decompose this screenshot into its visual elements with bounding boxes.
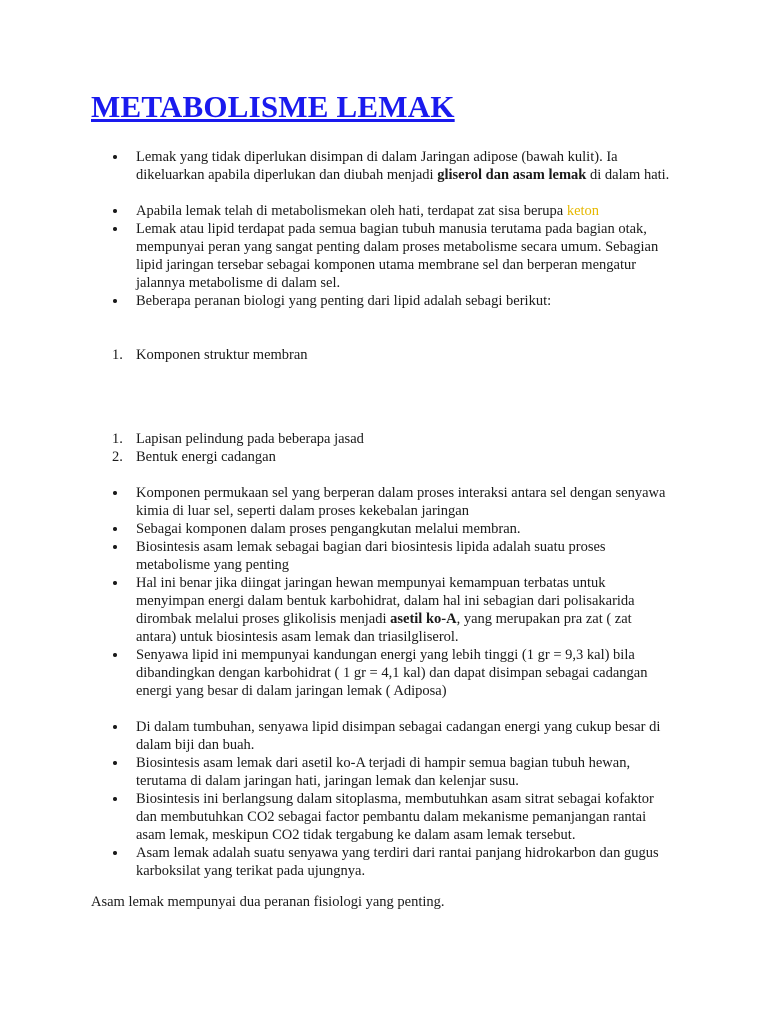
list-item — [112, 220, 672, 292]
list-number: 1. — [112, 431, 123, 447]
list-item — [112, 148, 672, 184]
list-item-text: Komponen struktur membran — [136, 347, 308, 363]
page-title[interactable]: METABOLISME LEMAK — [91, 89, 455, 124]
list-item-text: Komponen permukaan sel yang berperan dalam proses interaksi antara sel dengan senyawa kimia di luar sel, seperti dalam proses kekebalan jaringan — [136, 485, 666, 519]
list-item — [112, 448, 672, 466]
list-item-text: Apabila lemak telah di metabolismekan oleh hati, terdapat zat sisa berupa — [136, 203, 567, 219]
list-item-text: Biosintesis ini berlangsung dalam sitoplasma, membutuhkan asam sitrat sebagai kofaktor dan membutuhkan CO2 sebagai factor pembantu dalam mekanisme pemanjangan rantai asam lemak, meskipun CO2 tidak tergabung ke dalam asam lemak tersebut. — [136, 791, 654, 843]
bullet-list-intro — [112, 148, 672, 310]
list-item — [112, 844, 672, 880]
list-item — [112, 754, 672, 790]
list-item — [112, 520, 672, 538]
list-item-text: Lemak yang tidak diperlukan disimpan di dalam Jaringan adipose (bawah kulit). Ia dikeluarkan apabila diperlukan dan diubah menjadi — [136, 149, 618, 183]
list-item-text: , yang merupakan pra zat ( zat antara) untuk biosintesis asam lemak dan triasilgliserol. — [136, 611, 632, 645]
list-item-text: Lemak atau lipid terdapat pada semua bagian tubuh manusia terutama pada bagian otak, mempunyai peran yang sangat penting dalam proses metabolisme secara umum. Sebagian lipid jaringan tersebar sebagai komponen utama membrane sel dan berperan mengatur jalannya metabolisme di dalam sel. — [136, 221, 659, 291]
list-item-text: di dalam hati. — [586, 167, 670, 183]
list-item-text: Sebagai komponen dalam proses pengangkutan melalui membran. — [136, 521, 521, 537]
closing-paragraph: Asam lemak mempunyai dua peranan fisiologi yang penting. — [91, 894, 445, 910]
list-item — [112, 202, 672, 220]
list-item — [112, 574, 672, 646]
list-item-text: Di dalam tumbuhan, senyawa lipid disimpan sebagai cadangan energi yang cukup besar di dalam biji dan buah. — [136, 719, 661, 753]
list-item — [112, 484, 672, 520]
list-item-text: Beberapa peranan biologi yang penting dari lipid adalah sebagi berikut: — [136, 293, 552, 309]
list-item — [112, 646, 672, 700]
numbered-list-first — [112, 346, 672, 364]
list-item — [112, 292, 672, 310]
list-item-text: Biosintesis asam lemak sebagai bagian dari biosintesis lipida adalah suatu proses metabolisme yang penting — [136, 539, 606, 573]
list-item — [112, 430, 672, 448]
list-item — [112, 346, 672, 364]
list-item-text: Senyawa lipid ini mempunyai kandungan energi yang lebih tinggi (1 gr = 9,3 kal) bila dibandingkan dengan karbohidrat ( 1 gr = 4,1 kal) dan dapat disimpan sebagai cadangan energi yang besar di dalam jaringan lemak ( Adiposa) — [136, 647, 648, 699]
list-item-text: Biosintesis asam lemak dari asetil ko-A terjadi di hampir semua bagian tubuh hewan, terutama di dalam jaringan hati, jaringan lemak dan kelenjar susu. — [136, 755, 631, 789]
list-number: 1. — [112, 347, 123, 363]
list-number: 2. — [112, 449, 123, 465]
list-item-text: Asam lemak adalah suatu senyawa yang terdiri dari rantai panjang hidrokarbon dan gugus karboksilat yang terikat pada ujungnya. — [136, 845, 659, 879]
numbered-list-second — [112, 430, 672, 466]
list-item-text: Lapisan pelindung pada beberapa jasad — [136, 431, 364, 447]
bullet-list-details — [112, 484, 672, 880]
bold-term: gliserol dan asam lemak — [437, 167, 587, 183]
list-item-text: Bentuk energi cadangan — [136, 449, 276, 465]
list-item-text: Hal ini benar jika diingat jaringan hewan mempunyai kemampuan terbatas untuk menyimpan energi dalam bentuk karbohidrat, dalam hal ini sebagian dari polisakarida dirombak melalui proses glikolisis menjadi — [136, 575, 635, 627]
list-item — [112, 790, 672, 844]
list-item — [112, 718, 672, 754]
list-item — [112, 538, 672, 574]
bold-term: asetil ko-A — [390, 611, 457, 627]
keton-link[interactable]: keton — [566, 203, 600, 219]
